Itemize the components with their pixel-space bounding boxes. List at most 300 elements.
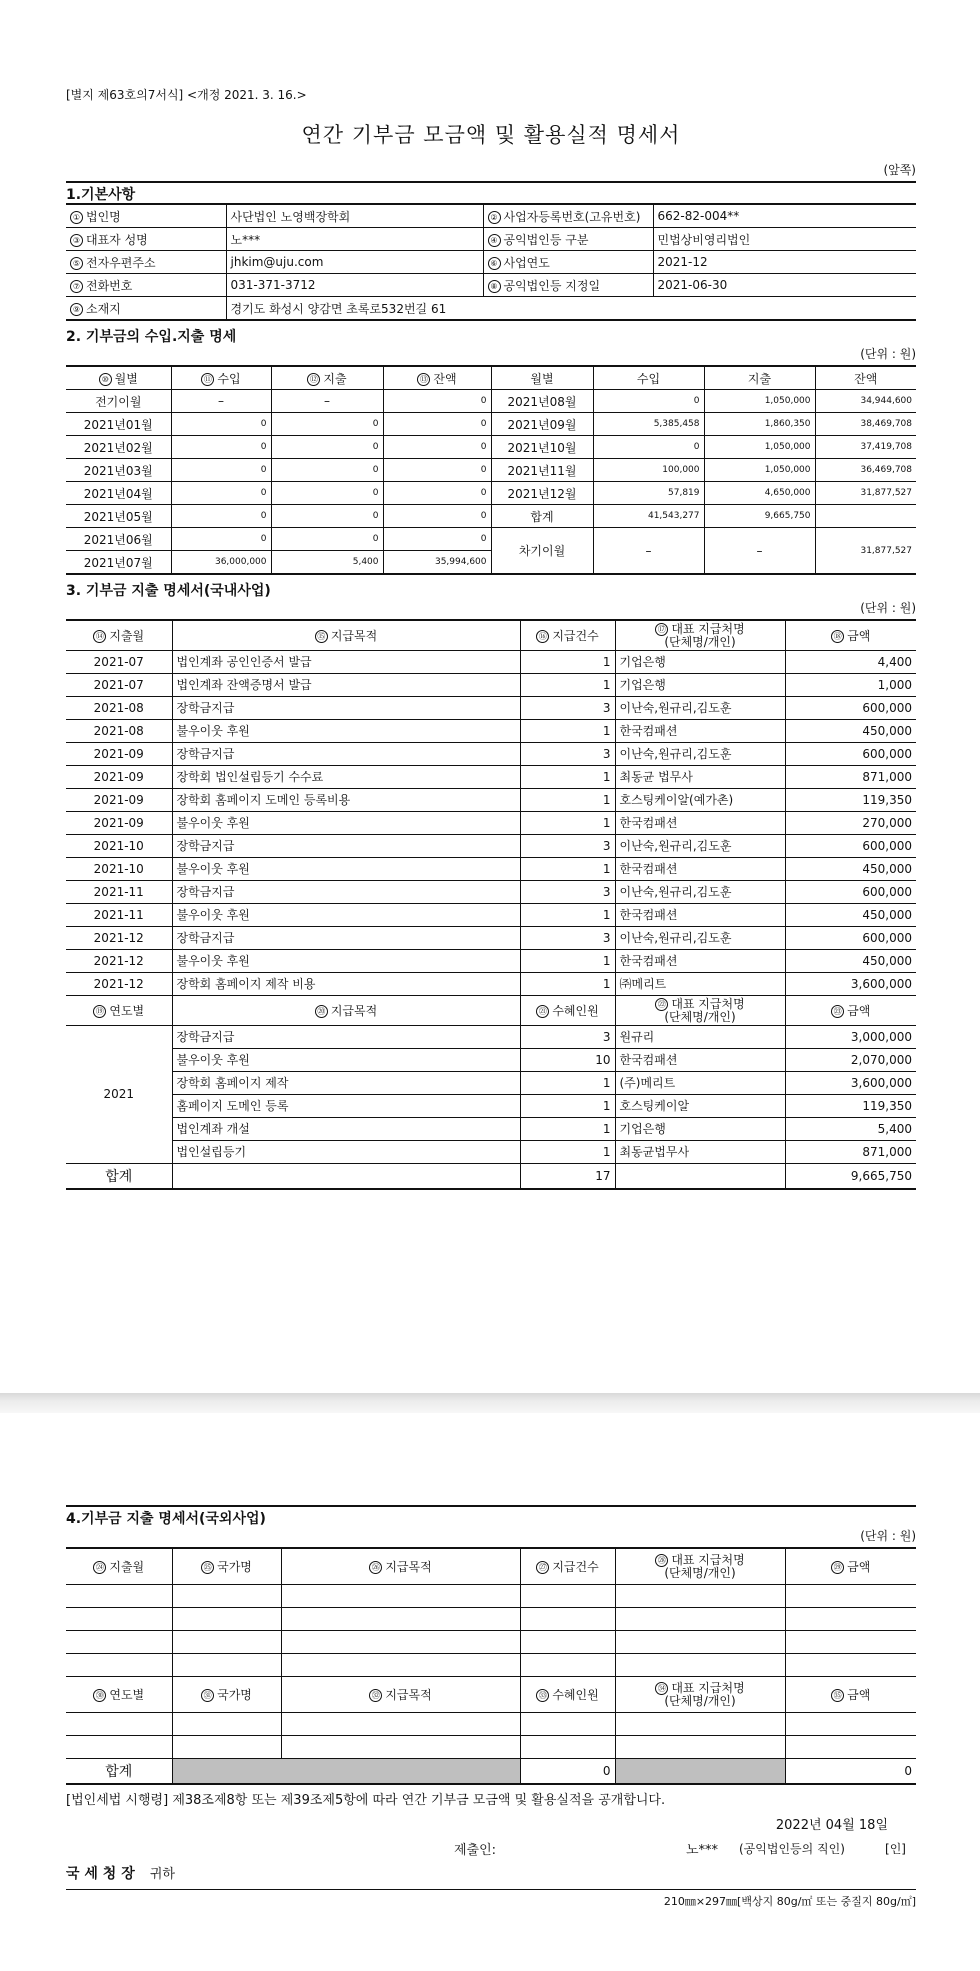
expense-cell: – [756, 543, 763, 558]
purpose-cell: 법인계좌 개설 [176, 1122, 250, 1136]
payee-cell: 원규리 [619, 1030, 655, 1044]
overseas-expense-table [66, 1547, 916, 1785]
item-number-icon: ㉖ [369, 1561, 382, 1574]
month-cell: 2021-09 [93, 815, 144, 830]
count-cell: 1 [602, 907, 611, 922]
unit-label-3: (단위 : 원) [860, 601, 916, 615]
legal-note: [법인세법 시행령] 제38조제8항 또는 제39조제5항에 따라 연간 기부금 모금액 및 활용실적을 공개합니다. [66, 1793, 666, 1808]
field-value: 민법상비영리법인 [657, 232, 751, 247]
document-title: 연간 기부금 모금액 및 활용실적 명세서 [301, 123, 681, 147]
purpose-cell: 장학회 홈페이지 도메인 등록비용 [176, 793, 351, 807]
balance-cell: 31,877,527 [860, 488, 912, 498]
column-header: 수혜인원 [552, 1003, 599, 1018]
count-cell: 3 [602, 930, 611, 945]
table-header-row [66, 366, 916, 390]
expense-cell: 0 [372, 488, 379, 498]
domestic-expense-table [66, 619, 916, 1190]
field-label: 대표자 성명 [86, 232, 148, 247]
income-cell: 0 [260, 534, 267, 544]
field-label: 사업연도 [503, 255, 550, 270]
month-cell: 2021년05월 [83, 509, 153, 524]
column-header: 지급목적 [330, 628, 378, 643]
purpose-cell: 불우이웃 후원 [176, 1053, 250, 1067]
item-number-icon: ⑰ [655, 623, 668, 636]
form-id: [별지 제63호의7서식] <개정 2021. 3. 16.> [66, 88, 307, 102]
column-header: 지출 [323, 371, 347, 386]
field-value: 2021-12 [657, 255, 708, 269]
item-number-icon: ⑭ [93, 630, 106, 643]
item-number-icon: ⑯ [536, 630, 549, 643]
table-header-row [66, 620, 916, 650]
month-cell: 차기이월 [518, 544, 566, 558]
submitter-line [66, 1837, 916, 1859]
item-number-icon: ⑳ [315, 1005, 328, 1018]
item-number-icon: ㉚ [93, 1689, 106, 1702]
income-cell: 100,000 [662, 465, 700, 475]
recipient: 국 세 청 장 [66, 1866, 135, 1882]
payee-cell: 이난숙,원규리,김도훈 [619, 839, 732, 853]
table-row [66, 880, 916, 903]
amount-cell: 3,600,000 [850, 1075, 912, 1090]
expense-cell: 0 [372, 511, 379, 521]
count-cell: 1 [602, 654, 611, 669]
empty-row [66, 1584, 916, 1607]
amount-cell: 450,000 [862, 861, 912, 876]
empty-row [66, 1712, 916, 1735]
month-cell: 2021년01월 [83, 417, 153, 432]
income-cell: 0 [260, 488, 267, 498]
amount-cell: 450,000 [862, 723, 912, 738]
month-cell: 2021년06월 [83, 532, 153, 547]
column-header: 국가명 [217, 1559, 252, 1574]
item-number-icon: ⑥ [488, 257, 501, 270]
month-cell: 2021-12 [93, 930, 144, 945]
amount-cell: 450,000 [862, 907, 912, 922]
table-row [66, 650, 916, 673]
payee-cell: 한국컴패션 [619, 908, 678, 922]
paper-size-note: 210㎜×297㎜[백상지 80g/㎡ 또는 중질지 80g/㎡] [66, 1889, 916, 1909]
item-number-icon: ③ [70, 234, 83, 247]
payee-cell: ㈜메리트 [619, 977, 667, 991]
recipient-line [66, 1863, 916, 1883]
item-number-icon: ⑫ [307, 373, 320, 386]
month-cell: 2021-07 [93, 677, 144, 692]
balance-cell: 0 [480, 419, 487, 429]
table-row [66, 696, 916, 719]
amount-cell: 600,000 [862, 838, 912, 853]
column-header: (단체명/개인) [664, 634, 736, 649]
empty-row [66, 1653, 916, 1676]
count-cell: 1 [602, 723, 611, 738]
field-value: 노*** [230, 232, 261, 247]
purpose-cell: 불우이웃 후원 [176, 862, 250, 876]
field-label: 공익법인등 지정일 [503, 278, 601, 293]
payee-cell: 이난숙,원규리,김도훈 [619, 701, 732, 715]
month-cell: 2021년04월 [83, 486, 153, 501]
basic-info-table [66, 203, 916, 321]
column-header: 잔액 [854, 371, 878, 386]
column-header: (단체명/개인) [664, 1693, 736, 1708]
year-cell: 2021 [103, 1087, 135, 1101]
count-cell: 1 [602, 1075, 611, 1090]
page-separator [0, 1393, 980, 1413]
field-label: 법인명 [86, 209, 121, 224]
payee-cell: 한국컴패션 [619, 954, 678, 968]
item-number-icon: ⑦ [70, 280, 83, 293]
expense-cell: 0 [372, 465, 379, 475]
balance-cell: 35,994,600 [434, 557, 487, 567]
page-2 [66, 1505, 916, 1909]
total-count: 0 [602, 1763, 611, 1778]
item-number-icon: ⑩ [99, 373, 112, 386]
total-row [66, 1163, 916, 1189]
month-cell: 2021-09 [93, 769, 144, 784]
item-number-icon: ㉜ [369, 1689, 382, 1702]
amount-cell: 600,000 [862, 700, 912, 715]
column-header: 대표 지급처명 [671, 1552, 745, 1567]
item-number-icon: ㉑ [536, 1005, 549, 1018]
field-value: 사단법인 노영백장학회 [230, 209, 351, 224]
month-cell: 2021-10 [93, 838, 144, 853]
expense-cell: 5,400 [352, 557, 379, 567]
balance-cell: 37,419,708 [860, 442, 912, 452]
balance-cell: 31,877,527 [860, 545, 912, 556]
field-label: 공익법인등 구분 [503, 232, 589, 247]
income-cell: 5,385,458 [653, 419, 700, 429]
total-label: 합계 [105, 1168, 133, 1185]
payee-cell: 호스팅케이알 [619, 1099, 690, 1113]
section3-title: 3. 기부금 지출 명세서(국내사업) [66, 583, 271, 599]
recipient-suffix: 귀하 [149, 1867, 175, 1882]
item-number-icon: ⑧ [488, 280, 501, 293]
table-header-row [66, 1676, 916, 1712]
month-cell: 2021-11 [93, 907, 144, 922]
count-cell: 1 [602, 792, 611, 807]
item-number-icon: ㉗ [536, 1561, 549, 1574]
table-row [66, 1025, 916, 1048]
balance-cell: 38,469,708 [860, 419, 912, 429]
expense-cell: 0 [372, 442, 379, 452]
table-row [66, 1094, 916, 1117]
column-header: 지급건수 [552, 628, 599, 643]
table-row [66, 1140, 916, 1163]
purpose-cell: 장학금지급 [176, 1030, 235, 1044]
table-row [66, 1071, 916, 1094]
column-header: (단체명/개인) [664, 1009, 736, 1024]
field-label: 사업자등록번호(고유번호) [503, 209, 641, 224]
payee-cell: 이난숙,원규리,김도훈 [619, 885, 732, 899]
month-cell: 2021-08 [93, 700, 144, 715]
column-header: 지급건수 [552, 1559, 599, 1574]
column-header: 월별 [114, 371, 138, 386]
payee-cell: 최동균법무사 [619, 1145, 690, 1159]
income-cell: 0 [260, 419, 267, 429]
payee-cell: 기업은행 [619, 678, 666, 692]
count-cell: 1 [602, 1144, 611, 1159]
count-cell: 1 [602, 1098, 611, 1113]
section1-title: 1.기본사항 [66, 181, 916, 203]
expense-cell: 1,050,000 [764, 465, 811, 475]
month-cell: 2021-12 [93, 976, 144, 991]
income-cell: 0 [260, 465, 267, 475]
amount-cell: 600,000 [862, 930, 912, 945]
balance-cell: 0 [480, 442, 487, 452]
table-header-row [66, 995, 916, 1025]
balance-cell: 0 [480, 396, 487, 406]
item-number-icon: ㉙ [831, 1561, 844, 1574]
item-number-icon: ⑪ [201, 373, 214, 386]
item-number-icon: ㉘ [655, 1554, 668, 1567]
item-number-icon: ㉟ [831, 1689, 844, 1702]
table-row [66, 1117, 916, 1140]
item-number-icon: ② [488, 211, 501, 224]
field-value: 662-82-004** [657, 209, 740, 223]
section4-title: 4.기부금 지출 명세서(국외사업) [66, 1505, 916, 1527]
purpose-cell: 불우이웃 후원 [176, 954, 250, 968]
table-row [66, 390, 916, 413]
balance-cell: 0 [480, 488, 487, 498]
section2-title: 2. 기부금의 수입.지출 명세 [66, 329, 237, 345]
expense-cell: 9,665,750 [764, 511, 811, 521]
basic-info-row [66, 274, 916, 297]
submitter-name: 노*** [686, 1843, 719, 1858]
item-number-icon: ㉛ [201, 1689, 214, 1702]
column-header: 대표 지급처명 [671, 1680, 745, 1695]
payee-cell: 기업은행 [619, 655, 666, 669]
field-label: 전화번호 [86, 278, 133, 293]
balance-cell: 36,469,708 [860, 465, 912, 475]
count-cell: 1 [602, 953, 611, 968]
table-row [66, 972, 916, 995]
balance-cell: 0 [480, 465, 487, 475]
month-cell: 2021년07월 [83, 555, 153, 570]
income-cell: 0 [260, 442, 267, 452]
submission-date: 2022년 04월 18일 [775, 1818, 888, 1833]
payee-cell: (주)메리트 [619, 1076, 676, 1090]
table-row [66, 436, 916, 459]
income-cell: – [645, 543, 652, 558]
count-cell: 3 [602, 746, 611, 761]
amount-cell: 5,400 [877, 1121, 912, 1136]
income-cell: 0 [693, 396, 700, 406]
month-cell: 2021-11 [93, 884, 144, 899]
item-number-icon: ㉝ [536, 1689, 549, 1702]
amount-cell: 600,000 [862, 884, 912, 899]
payee-cell: 기업은행 [619, 1122, 666, 1136]
amount-cell: 4,400 [877, 654, 912, 669]
seal-mark: [인] [885, 1842, 906, 1856]
table-row [66, 528, 916, 551]
amount-cell: 119,350 [862, 1098, 912, 1113]
payee-cell: 한국컴패션 [619, 816, 678, 830]
count-cell: 1 [602, 976, 611, 991]
item-number-icon: ⑬ [417, 373, 430, 386]
total-amount: 9,665,750 [850, 1168, 912, 1183]
count-cell: 1 [602, 815, 611, 830]
month-cell: 2021-09 [93, 792, 144, 807]
amount-cell: 871,000 [862, 1144, 912, 1159]
purpose-cell: 불우이웃 후원 [176, 724, 250, 738]
count-cell: 10 [595, 1052, 611, 1067]
purpose-cell: 법인계좌 공인인증서 발급 [176, 655, 312, 669]
column-header: 국가명 [217, 1687, 252, 1702]
month-cell: 2021-09 [93, 746, 144, 761]
total-row [66, 1758, 916, 1784]
column-header: 지급목적 [385, 1687, 432, 1702]
column-header: 대표 지급처명 [671, 621, 745, 636]
field-label: 전자우편주소 [86, 255, 156, 270]
column-header: 대표 지급처명 [671, 996, 745, 1011]
income-cell: – [218, 394, 224, 408]
item-number-icon: ⑱ [831, 630, 844, 643]
table-row [66, 811, 916, 834]
income-cell: 0 [693, 442, 700, 452]
field-value: 2021-06-30 [657, 278, 728, 292]
month-cell: 2021-07 [93, 654, 144, 669]
month-cell: 전기이월 [95, 394, 142, 409]
month-cell: 2021년11월 [507, 463, 577, 478]
item-number-icon: ⑮ [315, 630, 328, 643]
month-cell: 2021-10 [93, 861, 144, 876]
balance-cell: 0 [480, 511, 487, 521]
table-row [66, 459, 916, 482]
purpose-cell: 홈페이지 도메인 등록 [176, 1099, 289, 1113]
amount-cell: 119,350 [862, 792, 912, 807]
month-cell: 2021년03월 [83, 463, 153, 478]
payee-cell: 최동균 법무사 [619, 770, 693, 784]
table-row [66, 765, 916, 788]
expense-cell: 4,650,000 [764, 488, 811, 498]
unit-label-2: (단위 : 원) [860, 347, 916, 361]
submitter-role: (공익법인등의 직인) [739, 1842, 845, 1856]
column-header: 지출월 [109, 628, 145, 643]
total-count: 17 [595, 1168, 611, 1183]
table-row [66, 482, 916, 505]
count-cell: 1 [602, 1121, 611, 1136]
table-header-row [66, 1548, 916, 1584]
purpose-cell: 법인계좌 잔액증명서 발급 [176, 678, 312, 692]
month-cell: 2021년09월 [507, 417, 577, 432]
expense-cell: 1,050,000 [764, 442, 811, 452]
table-row [66, 926, 916, 949]
purpose-cell: 장학금지급 [176, 931, 235, 945]
month-cell: 2021-12 [93, 953, 144, 968]
column-header: 수혜인원 [552, 1687, 599, 1702]
item-number-icon: ㉕ [201, 1561, 214, 1574]
column-header: 금액 [847, 1559, 871, 1574]
column-header: 수입 [636, 371, 661, 386]
count-cell: 3 [602, 838, 611, 853]
purpose-cell: 장학회 법인설립등기 수수료 [176, 770, 324, 784]
column-header: 금액 [847, 1687, 871, 1702]
count-cell: 1 [602, 769, 611, 784]
column-header: 수입 [217, 371, 241, 386]
month-cell: 2021년12월 [507, 486, 577, 501]
table-row [66, 673, 916, 696]
count-cell: 1 [602, 861, 611, 876]
payee-cell: 한국컴패션 [619, 1053, 678, 1067]
basic-info-row [66, 228, 916, 251]
month-cell: 2021-08 [93, 723, 144, 738]
unit-label-4: (단위 : 원) [860, 1529, 916, 1543]
purpose-cell: 장학금지급 [176, 747, 235, 761]
month-cell: 합계 [530, 509, 554, 524]
empty-row [66, 1607, 916, 1630]
purpose-cell: 장학금지급 [176, 839, 235, 853]
count-cell: 3 [602, 1029, 611, 1044]
column-header: (단체명/개인) [664, 1565, 736, 1580]
field-value: 031-371-3712 [230, 278, 316, 292]
item-number-icon: ⑲ [93, 1005, 106, 1018]
column-header: 연도별 [109, 1687, 145, 1702]
column-header: 지출월 [109, 1559, 145, 1574]
item-number-icon: ① [70, 211, 83, 224]
expense-cell: 1,050,000 [764, 396, 811, 406]
basic-info-row [66, 251, 916, 274]
amount-cell: 270,000 [862, 815, 912, 830]
column-header: 지급목적 [330, 1003, 378, 1018]
income-cell: 57,819 [668, 488, 700, 498]
amount-cell: 450,000 [862, 953, 912, 968]
column-header: 월별 [530, 371, 554, 386]
income-cell: 36,000,000 [214, 557, 267, 567]
table-row [66, 949, 916, 972]
payee-cell: 한국컴패션 [619, 724, 678, 738]
purpose-cell: 불우이웃 후원 [176, 816, 250, 830]
purpose-cell: 장학회 홈페이지 제작 [176, 1076, 289, 1090]
field-value: jhkim@uju.com [230, 255, 324, 269]
column-header: 연도별 [109, 1003, 145, 1018]
income-cell: 41,543,277 [647, 511, 700, 521]
column-header: 잔액 [433, 371, 457, 386]
purpose-cell: 장학회 홈페이지 제작 비용 [176, 977, 316, 991]
amount-cell: 3,600,000 [850, 976, 912, 991]
amount-cell: 871,000 [862, 769, 912, 784]
table-row [66, 413, 916, 436]
column-header: 금액 [847, 628, 871, 643]
amount-cell: 2,070,000 [850, 1052, 912, 1067]
table-row [66, 857, 916, 880]
amount-cell: 600,000 [862, 746, 912, 761]
column-header: 지출 [747, 371, 772, 386]
table-row [66, 742, 916, 765]
month-cell: 2021년08월 [507, 394, 577, 409]
payee-cell: 한국컴패션 [619, 862, 678, 876]
month-cell: 2021년02월 [83, 440, 153, 455]
column-header: 지급목적 [385, 1559, 432, 1574]
payee-cell: 이난숙,원규리,김도훈 [619, 747, 732, 761]
total-label: 합계 [105, 1763, 133, 1780]
income-cell: 0 [260, 511, 267, 521]
basic-info-row [66, 204, 916, 228]
income-expense-table [66, 365, 916, 575]
count-cell: 1 [602, 677, 611, 692]
page-1 [66, 86, 916, 1190]
field-value: 경기도 화성시 양감면 초록로532번길 61 [230, 301, 447, 316]
address-row [66, 297, 916, 321]
balance-cell: 34,944,600 [860, 396, 912, 406]
table-row [66, 903, 916, 926]
payee-cell: 호스팅케이알(예가촌) [619, 793, 734, 807]
table-row [66, 719, 916, 742]
balance-cell: 0 [480, 534, 487, 544]
front-label: (앞쪽) [883, 163, 916, 177]
total-amount: 0 [904, 1763, 912, 1778]
empty-row [66, 1630, 916, 1653]
count-cell: 3 [602, 884, 611, 899]
count-cell: 3 [602, 700, 611, 715]
purpose-cell: 장학금지급 [176, 701, 235, 715]
